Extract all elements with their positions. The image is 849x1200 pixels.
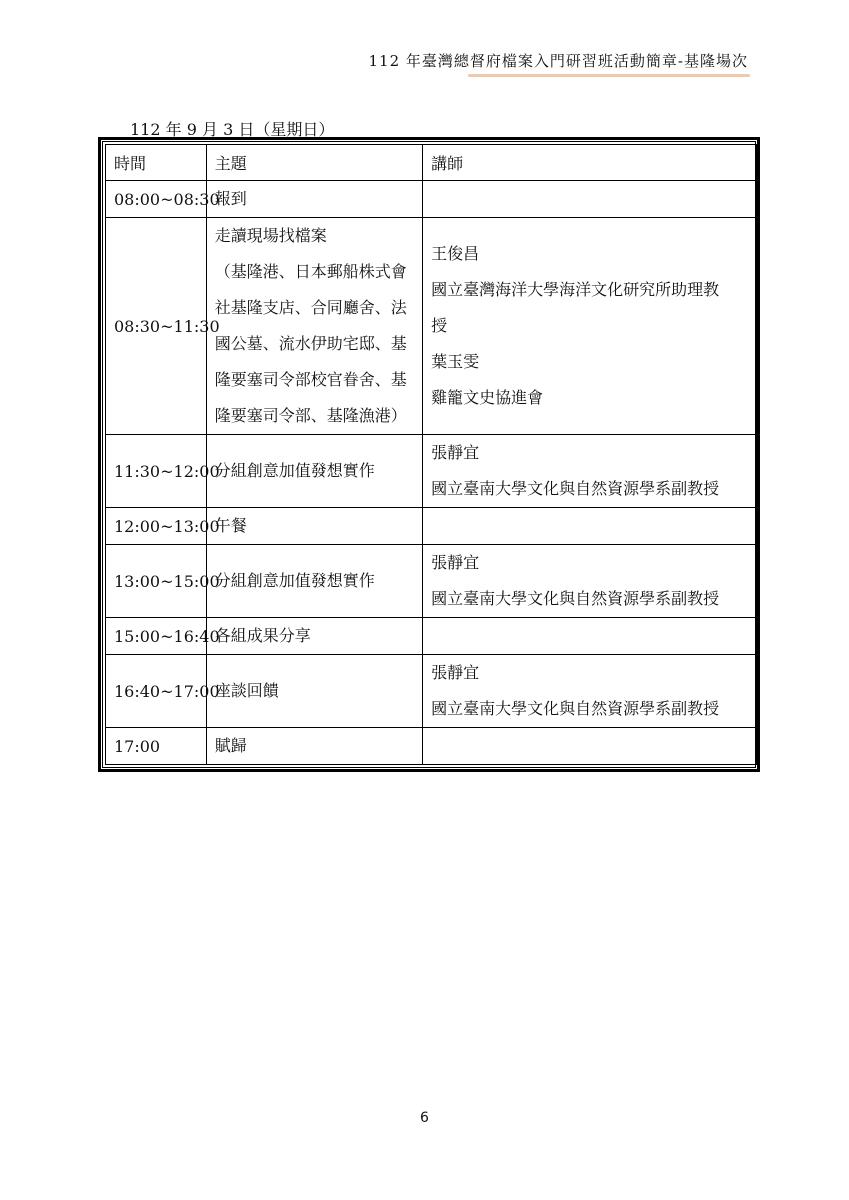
cell-lecturer	[423, 435, 757, 508]
cell-time: 08:30~11:30	[106, 218, 207, 435]
cell-topic	[206, 181, 422, 218]
table-row	[106, 655, 757, 728]
schedule-table-frame	[98, 137, 760, 772]
document-header-title: 112 年臺灣總督府檔案入門研習班活動簡章-基隆場次	[368, 52, 748, 70]
cell-lecturer	[423, 508, 757, 545]
topic-line: 分組創意加值發想實作	[214, 461, 375, 480]
page-number: 6	[420, 1110, 429, 1126]
cell-lecturer	[423, 218, 757, 435]
topic-line: 午餐	[214, 516, 247, 535]
cell-time: 11:30~12:00	[106, 435, 207, 508]
header-underline	[468, 74, 750, 77]
lecturer-line: 國立臺南大學文化與自然資源學系副教授	[431, 589, 720, 608]
cell-time: 12:00~13:00	[106, 508, 207, 545]
cell-time: 16:40~17:00	[106, 655, 207, 728]
cell-lecturer	[423, 618, 757, 655]
cell-time: 13:00~15:00	[106, 545, 207, 618]
cell-lecturer	[423, 728, 757, 765]
cell-lecturer	[423, 655, 757, 728]
lecturer-line: 國立臺南大學文化與自然資源學系副教授	[431, 479, 720, 498]
cell-topic	[206, 218, 422, 435]
topic-line: 隆要塞司令部、基隆漁港）	[214, 406, 407, 425]
table-row	[106, 618, 757, 655]
table-row	[106, 435, 757, 508]
topic-line: 社基隆支店、合同廳舍、法	[214, 298, 407, 317]
topic-line: 隆要塞司令部校官眷舍、基	[214, 370, 407, 389]
table-row	[106, 728, 757, 765]
lecturer-line: 雞籠文史協進會	[431, 388, 544, 407]
topic-line: （基隆港、日本郵船株式會	[214, 262, 407, 281]
cell-lecturer	[423, 545, 757, 618]
topic-line: 各組成果分享	[214, 626, 311, 645]
table-row	[106, 181, 757, 218]
header-topic: 主題	[206, 145, 422, 181]
cell-topic	[206, 618, 422, 655]
cell-time: 15:00~16:40	[106, 618, 207, 655]
cell-time: 08:00~08:30	[106, 181, 207, 218]
lecturer-line: 葉玉雯	[431, 352, 480, 371]
topic-line: 國公墓、流水伊助宅邸、基	[214, 334, 407, 353]
lecturer-line: 授	[431, 316, 448, 335]
topic-line: 賦歸	[214, 736, 247, 755]
schedule-table	[105, 144, 757, 765]
event-date: 112 年 9 月 3 日（星期日）	[130, 120, 335, 139]
table-row	[106, 218, 757, 435]
cell-time: 17:00	[106, 728, 207, 765]
lecturer-line: 張靜宜	[431, 663, 480, 682]
topic-line: 座談回饋	[214, 681, 279, 700]
lecturer-line: 張靜宜	[431, 553, 480, 572]
cell-topic	[206, 435, 422, 508]
table-row	[106, 508, 757, 545]
cell-topic	[206, 508, 422, 545]
lecturer-line: 張靜宜	[431, 443, 480, 462]
lecturer-line: 王俊昌	[431, 244, 480, 263]
header-lecturer: 講師	[423, 145, 757, 181]
lecturer-line: 國立臺灣海洋大學海洋文化研究所助理教	[431, 280, 720, 299]
topic-line: 走讀現場找檔案	[214, 226, 327, 245]
cell-lecturer	[423, 181, 757, 218]
header-time: 時間	[106, 145, 207, 181]
cell-topic	[206, 545, 422, 618]
table-header-row	[106, 145, 757, 181]
topic-line: 報到	[214, 189, 247, 208]
topic-line: 分組創意加值發想實作	[214, 571, 375, 590]
cell-topic	[206, 655, 422, 728]
table-row	[106, 545, 757, 618]
lecturer-line: 國立臺南大學文化與自然資源學系副教授	[431, 699, 720, 718]
cell-topic	[206, 728, 422, 765]
